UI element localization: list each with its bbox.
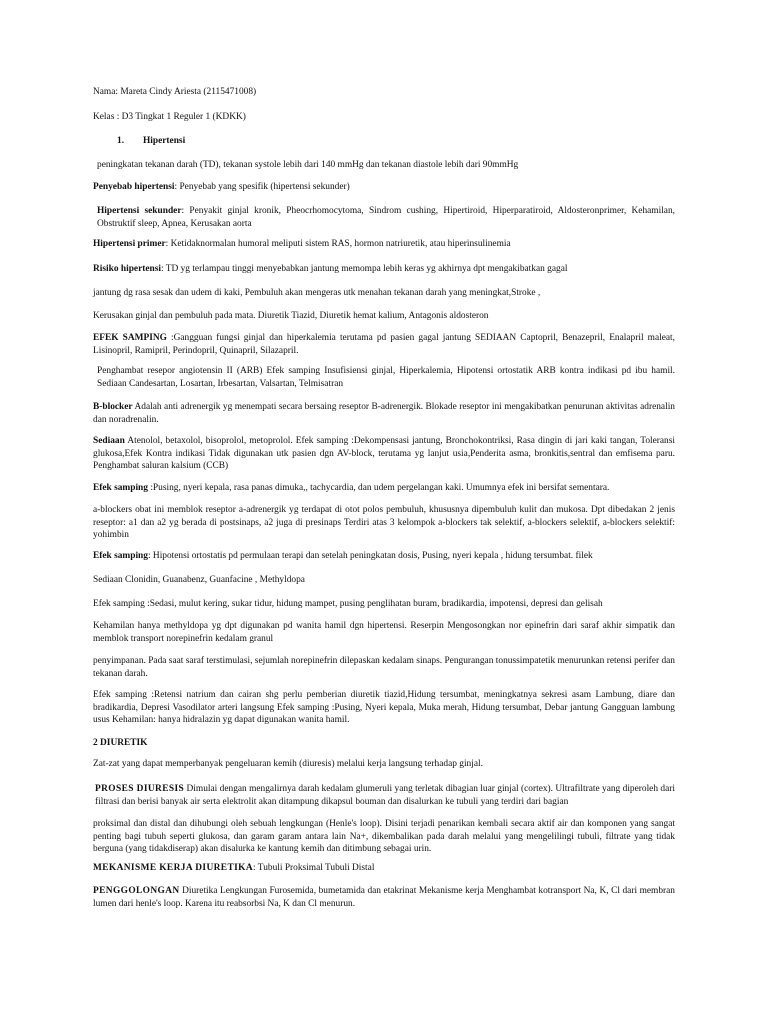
efek-samping-label: EFEK SAMPING: [93, 333, 167, 343]
efek-samping-text: :Gangguan fungsi ginjal dan hiperkalemia terutama pd pasien gagal jantung SEDIAAN Captopril, Benazepril, Enalapril maleat, Lisinopril, Ramipril, Perindopril, Quinapril, Silazapril.: [93, 333, 675, 356]
student-name: Nama: Mareta Cindy Ariesta (2115471008): [93, 87, 257, 97]
arb-paragraph: Penghambat resepor angiotensin II (ARB) Efek samping Insufisiensi ginjal, Hiperkalemia, Hipotensi ortostatik ARB kontra indikasi pd ibu hamil. Sediaan Candesartan, Losartan, Irbesartan, Valsartan, Telmisatran: [97, 366, 675, 389]
ablocker-paragraph: a-blockers obat ini memblok reseptor a-adrenergik yg terdapat di otot polos pembuluh, khususnya dipembuluh kulit dan mukosa. Dpt dibedakan 2 jenis reseptor: a1 dan a2 yg berada di postsinaps, a2 juga di presinaps Terdiri atas 3 kelompok a-blockers tak selektif, a-blockers selektif, a-blockers selektif: yohimbin: [93, 505, 675, 541]
efek-samping-2-label: Efek samping: [93, 483, 148, 493]
section-2-title: 2 DIURETIK: [93, 738, 148, 748]
risiko-label: Risiko hipertensi: [93, 264, 161, 274]
student-class: Kelas : D3 Tingkat 1 Reguler 1 (KDKK): [93, 112, 246, 122]
sediaan-2-paragraph: Sediaan Clonidin, Guanabenz, Guanfacine , Methyldopa: [93, 575, 305, 585]
primer-paragraph: [93, 238, 675, 251]
mekanisme-label: MEKANISME KERJA DIURETIKA: [93, 863, 254, 873]
efek-samping-3-paragraph: [93, 550, 675, 563]
efek-samping-3-text: : Hipotensi ortostatis pd permulaan terapi dan setelah peningkatan dosis, Pusing, nyeri kepala , hidung tersumbat. filek: [147, 551, 593, 561]
penggolongan-paragraph: [93, 885, 675, 910]
primer-text: : Ketidaknormalan humoral meliputi sistem RAS, hormon natriuretik, atau hiperinsulinemia: [165, 239, 511, 249]
efek-samping-3-label: Efek samping: [93, 551, 148, 561]
proses-diuresis-paragraph: [95, 783, 675, 808]
hipertensi-definition: peningkatan tekanan darah (TD), tekanan systole lebih dari 140 mmHg dan tekanan diastole lebih dari 90mmHg: [97, 160, 519, 170]
risiko-continuation: jantung dg rasa sesak dan udem di kaki, Pembuluh akan mengeras utk menahan tekanan darah yang meningkat,Stroke ,: [93, 288, 541, 298]
sekunder-paragraph: [97, 205, 675, 230]
risiko-paragraph: [93, 263, 675, 276]
section-1-title: Hipertensi: [143, 136, 186, 146]
efek-samping-5-paragraph: Efek samping :Retensi natrium dan cairan shg perlu pemberian diuretik tiazid,Hidung tersumbat, meningkatnya sekresi asam Lambung, diare dan bradikardia, Depresi Vasodilator arteri langsung Efek samping :Pusing, Nyeri kepala, Muka merah, Hidung tersumbat, Debar jantung Gangguan lambung usus Kehamilan: hanya hidralazin yg dapat digunakan wanita hamil.: [93, 690, 675, 726]
penyimpanan-paragraph: penyimpanan. Pada saat saraf terstimulasi, sejumlah norepinefrin dilepaskan kedalam sinaps. Pengurangan tonussimpatetik menurunkan retensi perifer dan tekanan darah.: [93, 656, 675, 679]
efek-samping-4-paragraph: Efek samping :Sedasi, mulut kering, sukar tidur, hidung mampet, pusing penglihatan buram, bradikardia, impotensi, depresi dan gelisah: [93, 599, 603, 609]
penggolongan-label: PENGGOLONGAN: [93, 886, 180, 896]
section-1-heading: [117, 135, 699, 148]
kehamilan-paragraph: Kehamilan hanya methyldopa yg dpt digunakan pd wanita hamil dgn hipertensi. Reserpin Mengosongkan nor epinefrin dari saraf akhir simpatik dan memblok transport norepinefrin kedalam granul: [93, 621, 675, 644]
efek-samping-2-paragraph: [93, 482, 675, 495]
sediaan-label: Sediaan: [93, 436, 125, 446]
sekunder-label: Hipertensi sekunder: [97, 206, 182, 216]
bblocker-label: B-blocker: [93, 402, 133, 412]
proses-diuresis-text: Dimulai dengan mengalirnya darah kedalam glumeruli yang terletak dibagian luar ginjal (cortex). Ultrafiltrate yang diperoleh dari filtrasi dan berisi banyak air serta elektrolit akan ditampung dikapsul bouman dan disalurkan ke tubuli yang terdiri dari bagian: [95, 784, 675, 807]
primer-label: Hipertensi primer: [93, 239, 166, 249]
penyebab-label: Penyebab hipertensi: [93, 182, 175, 192]
penyebab-text: : Penyebab yang spesifik (hipertensi sekunder): [174, 182, 350, 192]
proksimal-paragraph: proksimal dan distal dan dihubungi oleh sebuah lengkungan (Henle's loop). Disini terjadi penarikan kembali secara aktif air dan komponen yang sangat penting bagi tubuh seperti glukosa, dan garam garam antara lain Na+, dikembalikan pada darah melalui yang mengelilingi tubuli, filtrate yang tidak berguna (yang tidakdiserap) akan disalurka ke kantung kemih dan ditimbung sebagai urin.: [93, 819, 675, 855]
sediaan-text: Atenolol, betaxolol, bisoprolol, metoprolol. Efek samping :Dekompensasi jantung, Bronchokontriksi, Rasa dingin di jari kaki tangan, Toleransi glukosa,Efek Kontra indikasi Tidak digunakan utk pasien dgn AV-block, terutama yg lanjut usia,Penderita asma, bronkitis,sentral dan emfisema paru. Penghambat saluran kalsium (CCB): [93, 436, 675, 472]
section-2-heading: [93, 737, 675, 750]
proses-diuresis-label: PROSES DIURESIS: [95, 784, 185, 794]
mekanisme-paragraph: [93, 862, 675, 875]
penyebab-paragraph: [93, 181, 675, 194]
bblocker-paragraph: [93, 401, 675, 426]
kerusakan-paragraph: Kerusakan ginjal dan pembuluh pada mata. Diuretik Tiazid, Diuretik hemat kalium, Antagonis aldosteron: [93, 311, 489, 321]
sekunder-text: : Penyakit ginjal kronik, Pheocrhomocytoma, Sindrom cushing, Hipertiroid, Hiperparatiroid, Aldosteronprimer, Kehamilan, Obstruktif sleep, Apnea, Kerusakan aorta: [97, 206, 675, 229]
diuretik-definition: Zat-zat yang dapat memperbanyak pengeluaran kemih (diuresis) melalui kerja langsung terhadap ginjal.: [93, 759, 483, 769]
penggolongan-text: Diuretika Lengkungan Furosemida, bumetamida dan etakrinat Mekanisme kerja Menghambat kotransport Na, K, Cl dari membran lumen dari henle's loop. Karena itu reabsorbsi Na, K dan Cl menurun.: [93, 886, 675, 909]
sediaan-paragraph: [93, 435, 675, 473]
efek-samping-paragraph: [93, 332, 675, 357]
section-1-number: 1.: [117, 136, 125, 146]
bblocker-text: Adalah anti adrenergik yg menempati secara bersaing reseptor B-adrenergik. Blokade reseptor ini mengakibatkan penurunan aktivitas adrenalin dan noradrenalin.: [93, 402, 675, 425]
efek-samping-2-text: :Pusing, nyeri kepala, rasa panas dimuka,, tachycardia, dan udem pergelangan kaki. Umumnya efek ini bersifat sementara.: [147, 483, 610, 493]
mekanisme-text: : Tubuli Proksimal Tubuli Distal: [253, 863, 375, 873]
risiko-text: : TD yg terlampau tinggi menyebabkan jantung memompa lebih keras yg akhirnya dpt mengakibatkan gagal: [160, 264, 568, 274]
